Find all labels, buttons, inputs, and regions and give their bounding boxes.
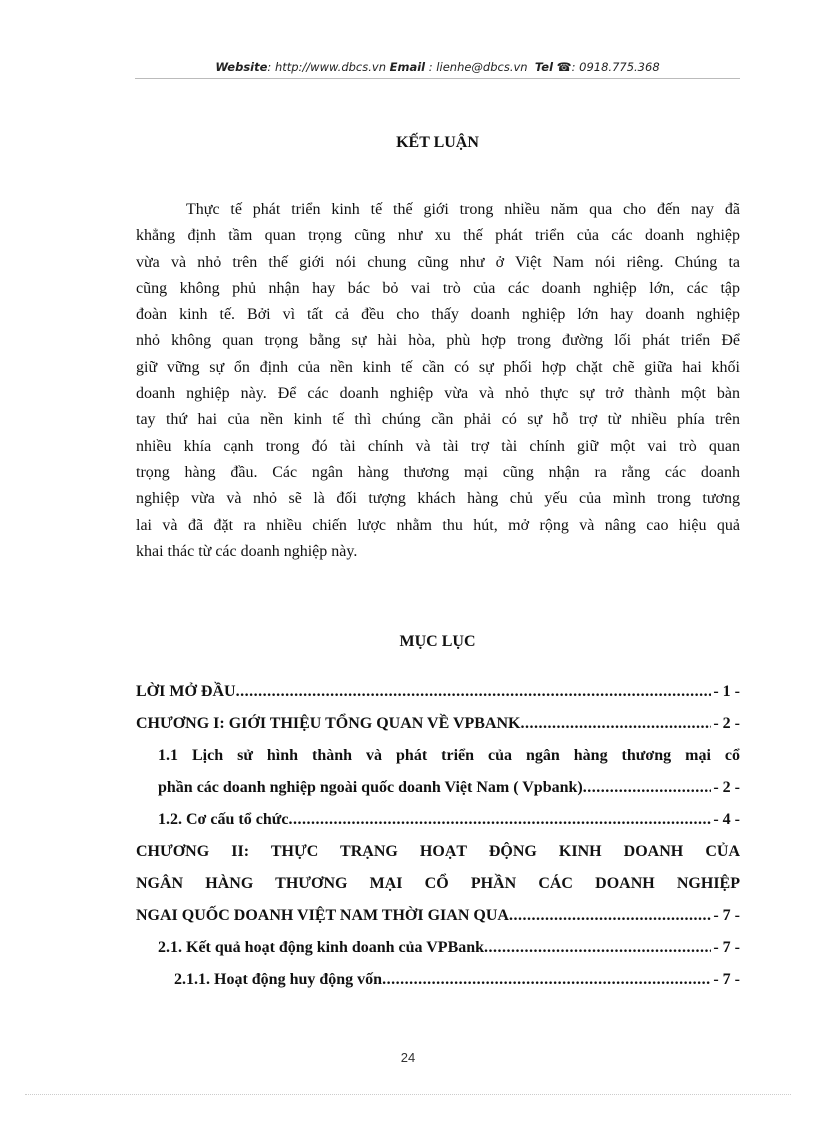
conclusion-title: KẾT LUẬN (396, 134, 479, 151)
toc-entry-chuong-2[interactable] (136, 836, 740, 932)
phone-icon: ☎ (556, 60, 572, 74)
toc-entry-label-line: NGÂN HÀNG THƯƠNG MẠI CỔ PHẦN CÁC DOANH NGHIỆP (136, 875, 740, 892)
toc-entry-label-line: 1.1 Lịch sử hình thành và phát triển của ngân hàng thương mại cổ (158, 747, 740, 764)
toc-entry-label: CHƯƠNG I: GIỚI THIỆU TỔNG QUAN VỀ VPBANK (136, 715, 521, 732)
paragraph-line: khai thác từ các doanh nghiệp này. (136, 542, 358, 560)
toc-entry-2-1[interactable] (136, 932, 740, 964)
toc-leader-dots (583, 772, 712, 804)
paragraph-line: nhiều khía cạnh trong đó tài chính và tài trợ tài chính giữ một vai trò quan (136, 437, 740, 455)
toc-entry-label-line: phần các doanh nghiệp ngoài quốc doanh Việt Nam ( Vpbank) (158, 779, 583, 796)
email-value: : lienhe@dbcs.vn (425, 60, 528, 74)
toc-entry-loi-mo-dau[interactable] (136, 676, 740, 708)
email-label: Email (389, 60, 426, 74)
toc-leader-dots (509, 900, 711, 932)
paragraph-line: cũng không phủ nhận hay bác bỏ vai trò của các doanh nghiệp lớn, các tập (136, 279, 740, 297)
footer-divider (25, 1094, 791, 1095)
toc-leader-dots (521, 708, 712, 740)
toc-entry-label-line: CHƯƠNG II: THỰC TRẠNG HOẠT ĐỘNG KINH DOANH CỦA (136, 843, 740, 860)
tel-value: : 0918.775.368 (571, 60, 660, 74)
toc-entry-chuong-1[interactable] (136, 708, 740, 740)
toc-entry-label-line: NGAI QUỐC DOANH VIỆT NAM THỜI GIAN QUA (136, 907, 509, 924)
website-value: : http://www.dbcs.vn (267, 60, 386, 74)
toc-leader-dots (382, 964, 711, 996)
paragraph-line: tay thứ hai của nền kinh tế thì chúng cần phải có sự hỗ trợ từ nhiều phía trên (136, 411, 740, 429)
paragraph-line: vừa và nhỏ trên thế giới nói chung cũng như ở Việt Nam nói riêng. Chúng ta (136, 253, 740, 271)
header-divider (135, 78, 740, 79)
paragraph-line: giữ vững sự ổn định của nền kinh tế cần có sự phối hợp chặt chẽ giữa hai khối (136, 358, 740, 376)
toc-page-number: - 7 - (713, 939, 740, 956)
paragraph-line: doanh nghiệp này. Để các doanh nghiệp vừa và nhỏ thực sự trở thành một bàn (136, 385, 740, 403)
toc-page-number: - 2 - (713, 715, 740, 732)
conclusion-paragraph (136, 197, 740, 565)
table-of-contents (136, 676, 740, 996)
tel-label: Tel (534, 60, 554, 74)
toc-page-number: - 2 - (713, 779, 740, 796)
toc-entry-label: 2.1. Kết quả hoạt động kinh doanh của VPBank (158, 939, 485, 956)
toc-page-number: - 7 - (713, 907, 740, 924)
website-label: Website (215, 60, 268, 74)
toc-page-number: - 7 - (713, 971, 740, 988)
toc-page-number: - 4 - (713, 811, 740, 828)
page-number: 24 (400, 1050, 416, 1065)
paragraph-line: trọng hàng đầu. Các ngân hàng thương mại cũng nhận ra rằng các doanh (136, 463, 740, 481)
toc-entry-label: 2.1.1. Hoạt động huy động vốn (174, 971, 383, 988)
toc-entry-label: 1.2. Cơ cấu tổ chức (158, 811, 289, 828)
toc-leader-dots (484, 932, 711, 964)
paragraph-line: Thực tế phát triển kinh tế thế giới trong nhiều năm qua cho đến nay đã (186, 201, 740, 218)
paragraph-line: nghiệp vừa và nhỏ sẽ là đối tượng khách hàng chủ yếu của mình trong tương (136, 490, 740, 508)
toc-entry-1-2[interactable] (136, 804, 740, 836)
toc-page-number: - 1 - (713, 683, 740, 700)
toc-leader-dots (288, 804, 711, 836)
paragraph-line: đoàn kinh tế. Bởi vì tất cả đều cho thấy doanh nghiệp lớn hay doanh nghiệp (136, 306, 740, 324)
toc-title: MỤC LỤC (399, 633, 476, 650)
toc-entry-2-1-1[interactable] (136, 964, 740, 996)
page-header (135, 60, 740, 74)
paragraph-line: lai và đã đặt ra nhiều chiến lược nhằm thu hút, mở rộng và nâng cao hiệu quả (136, 516, 740, 534)
toc-entry-1-1[interactable] (136, 740, 740, 804)
toc-leader-dots (236, 676, 712, 708)
paragraph-line: nhỏ không quan trọng bằng sự hài hòa, phù hợp trong đường lối phát triển Để (136, 332, 740, 350)
paragraph-line: khẳng định tầm quan trọng cũng như xu thế phát triển của các doanh nghiệp (136, 227, 740, 245)
toc-entry-label: LỜI MỞ ĐẦU (136, 683, 236, 700)
